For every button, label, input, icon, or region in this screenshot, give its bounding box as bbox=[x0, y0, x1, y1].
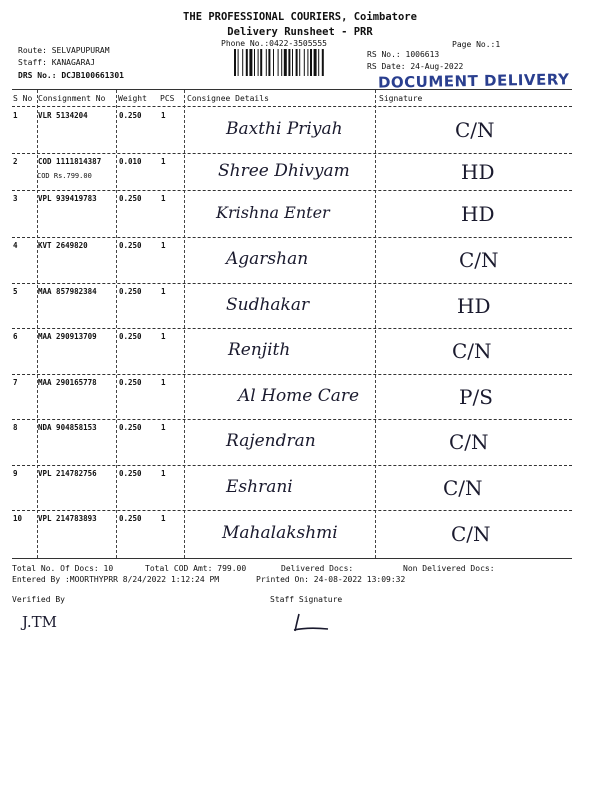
row-pcs: 1 bbox=[161, 157, 166, 166]
row-consignment-no: KVT 2649820 bbox=[38, 241, 88, 250]
row-pcs: 1 bbox=[161, 378, 166, 387]
delivered-docs: Delivered Docs: bbox=[281, 564, 354, 573]
row-cod-note: COD Rs.799.00 bbox=[37, 172, 92, 180]
row-consignee-name: Krishna Enter bbox=[216, 203, 330, 222]
runsheet-title: Delivery Runsheet - PRR bbox=[227, 26, 373, 38]
row-signature-mark: C/N bbox=[443, 476, 483, 500]
row-pcs: 1 bbox=[161, 423, 166, 432]
row-pcs: 1 bbox=[161, 194, 166, 203]
phone-number: Phone No.:0422-3505555 bbox=[221, 39, 327, 48]
row-consignment-no: COD 1111814387 bbox=[38, 157, 102, 166]
row-consignment-no: MAA 290165778 bbox=[38, 378, 97, 387]
row-sno: 3 bbox=[13, 194, 18, 203]
row-sno: 7 bbox=[13, 378, 18, 387]
staff-signature-label: Staff Signature bbox=[270, 595, 343, 604]
col-divider bbox=[375, 90, 376, 558]
row-signature-mark: HD bbox=[461, 160, 495, 184]
row-consignment-no: MAA 857982384 bbox=[38, 287, 97, 296]
company-name: THE PROFESSIONAL COURIERS, Coimbatore bbox=[183, 11, 417, 23]
row-divider bbox=[12, 153, 572, 154]
row-signature-mark: HD bbox=[457, 294, 491, 318]
row-sno: 6 bbox=[13, 332, 18, 341]
row-signature-mark: C/N bbox=[452, 339, 492, 363]
row-consignee-name: Baxthi Priyah bbox=[226, 119, 343, 139]
non-delivered-docs: Non Delivered Docs: bbox=[403, 564, 495, 573]
row-weight: 0.250 bbox=[119, 469, 142, 478]
printed-on: Printed On: 24-08-2022 13:09:32 bbox=[256, 575, 406, 584]
row-consignee-name: Renjith bbox=[228, 340, 291, 360]
row-divider bbox=[12, 237, 572, 238]
header-divider bbox=[12, 106, 572, 107]
row-signature-mark: C/N bbox=[459, 248, 499, 272]
row-weight: 0.250 bbox=[119, 287, 142, 296]
row-weight: 0.250 bbox=[119, 241, 142, 250]
row-signature-mark: P/S bbox=[459, 385, 493, 409]
row-consignee-name: Mahalakshmi bbox=[222, 523, 338, 543]
route-label: Route: SELVAPUPURAM bbox=[18, 46, 110, 55]
row-consignee-name: Sudhakar bbox=[226, 295, 310, 315]
row-sno: 2 bbox=[13, 157, 18, 166]
table-top-rule bbox=[12, 89, 572, 90]
row-consignee-name: Agarshan bbox=[226, 249, 309, 269]
row-pcs: 1 bbox=[161, 241, 166, 250]
row-consignee-name: Rajendran bbox=[226, 431, 316, 451]
col-header-pcs: PCS bbox=[160, 94, 175, 103]
col-divider bbox=[116, 90, 117, 558]
row-consignment-no: VPL 214783893 bbox=[38, 514, 97, 523]
row-sno: 1 bbox=[13, 111, 18, 120]
row-sno: 5 bbox=[13, 287, 18, 296]
row-weight: 0.250 bbox=[119, 194, 142, 203]
barcode-icon bbox=[234, 49, 360, 76]
row-consignee-name: Shree Dhivyam bbox=[218, 161, 350, 181]
col-header-sno: S No bbox=[13, 94, 33, 103]
row-signature-mark: HD bbox=[461, 202, 495, 226]
row-divider bbox=[12, 465, 572, 466]
row-divider bbox=[12, 374, 572, 375]
document-delivery-stamp: DOCUMENT DELIVERY bbox=[377, 70, 570, 92]
row-sno: 10 bbox=[13, 514, 23, 523]
row-divider bbox=[12, 419, 572, 420]
row-consignment-no: NDA 904858153 bbox=[38, 423, 97, 432]
row-signature-mark: C/N bbox=[449, 430, 489, 454]
verifier-initials: J.TM bbox=[22, 613, 57, 631]
row-consignment-no: VPL 214782756 bbox=[38, 469, 97, 478]
row-sno: 4 bbox=[13, 241, 18, 250]
row-weight: 0.250 bbox=[119, 111, 142, 120]
total-cod-amount: Total COD Amt: 799.00 bbox=[145, 564, 247, 573]
row-pcs: 1 bbox=[161, 287, 166, 296]
row-signature-mark: C/N bbox=[455, 118, 495, 142]
staff-signature-mark bbox=[290, 612, 332, 634]
col-header-signature: Signature bbox=[379, 94, 423, 103]
row-pcs: 1 bbox=[161, 111, 166, 120]
row-pcs: 1 bbox=[161, 332, 166, 341]
col-header-consignee: Consignee Details bbox=[187, 94, 269, 103]
col-divider bbox=[184, 90, 185, 558]
page-number: Page No.:1 bbox=[452, 40, 501, 49]
row-divider bbox=[12, 328, 572, 329]
row-divider bbox=[12, 510, 572, 511]
row-weight: 0.010 bbox=[119, 157, 142, 166]
rs-date: RS Date: 24-Aug-2022 bbox=[367, 62, 464, 71]
row-signature-mark: C/N bbox=[451, 522, 491, 546]
row-divider bbox=[12, 283, 572, 284]
verified-by-label: Verified By bbox=[12, 595, 65, 604]
row-weight: 0.250 bbox=[119, 514, 142, 523]
row-pcs: 1 bbox=[161, 514, 166, 523]
col-header-consignment: Consignment No bbox=[38, 94, 106, 103]
row-pcs: 1 bbox=[161, 469, 166, 478]
row-consignment-no: VLR 5134204 bbox=[38, 111, 88, 120]
row-consignment-no: MAA 290913709 bbox=[38, 332, 97, 341]
staff-label: Staff: KANAGARAJ bbox=[18, 58, 96, 67]
entered-by: Entered By :MOORTHYPRR 8/24/2022 1:12:24 PM bbox=[12, 575, 220, 584]
row-divider bbox=[12, 190, 572, 191]
row-weight: 0.250 bbox=[119, 378, 142, 387]
total-docs: Total No. Of Docs: 10 bbox=[12, 564, 114, 573]
row-sno: 9 bbox=[13, 469, 18, 478]
row-sno: 8 bbox=[13, 423, 18, 432]
drs-number: DRS No.: DCJB100661301 bbox=[18, 71, 124, 80]
row-weight: 0.250 bbox=[119, 332, 142, 341]
row-consignment-no: VPL 939419783 bbox=[38, 194, 97, 203]
rs-number: RS No.: 1006613 bbox=[367, 50, 440, 59]
table-bottom-rule bbox=[12, 558, 572, 559]
col-header-weight: Weight bbox=[118, 94, 147, 103]
row-consignee-name: Al Home Care bbox=[238, 386, 360, 406]
row-consignee-name: Eshrani bbox=[226, 477, 293, 497]
row-weight: 0.250 bbox=[119, 423, 142, 432]
